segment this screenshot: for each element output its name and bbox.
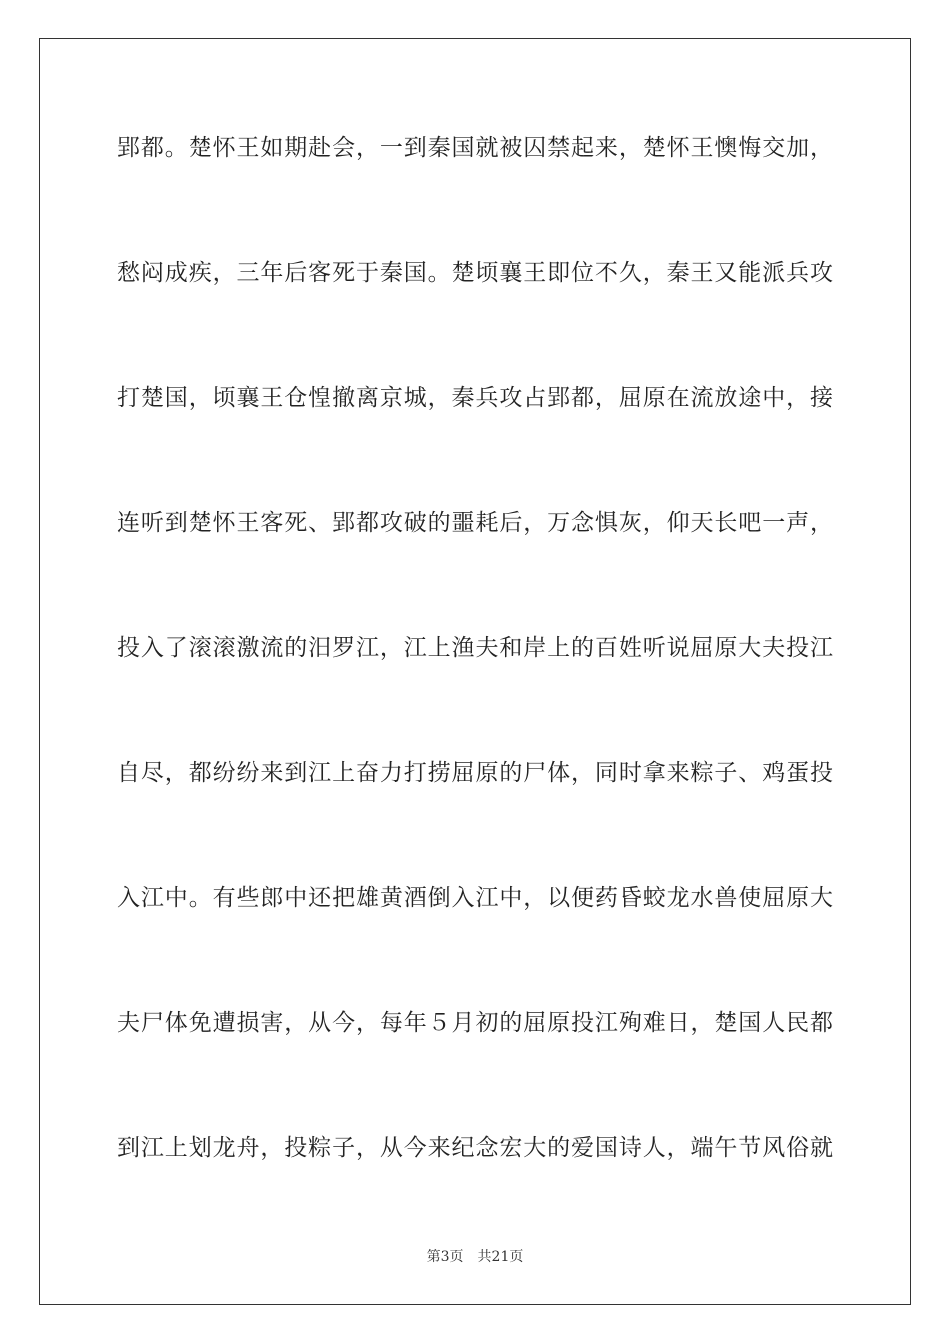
text-line: 入江中。有些郎中还把雄黄酒倒入江中，以便药昏蛟龙水兽使屈原大 [117, 885, 833, 911]
page-footer [0, 1246, 950, 1266]
total-pages: 共21页 [477, 1249, 524, 1265]
text-line: 郢都。楚怀王如期赴会，一到秦国就被囚禁起来，楚怀王懊悔交加， [117, 135, 833, 161]
text-line: 连听到楚怀王客死、郢都攻破的噩耗后，万念惧灰，仰天长吧一声， [117, 510, 833, 536]
text-line: 投入了滚滚激流的汨罗江，江上渔夫和岸上的百姓听说屈原大夫投江 [117, 635, 833, 661]
text-line: 到江上划龙舟，投粽子，从今来纪念宏大的爱国诗人，端午节风俗就 [117, 1135, 833, 1161]
text-line: 打楚国，顷襄王仓惶撤离京城，秦兵攻占郢都，屈原在流放途中，接 [117, 385, 833, 411]
text-line: 愁闷成疾，三年后客死于秦国。楚顷襄王即位不久，秦王又能派兵攻 [117, 260, 833, 286]
document-body [117, 128, 833, 1253]
text-line: 夫尸体免遭损害，从今，每年５月初的屈原投江殉难日，楚国人民都 [117, 1010, 833, 1036]
text-line: 自尽，都纷纷来到江上奋力打捞屈原的尸体，同时拿来粽子、鸡蛋投 [117, 760, 833, 786]
current-page-number: 第3页 [426, 1249, 464, 1265]
